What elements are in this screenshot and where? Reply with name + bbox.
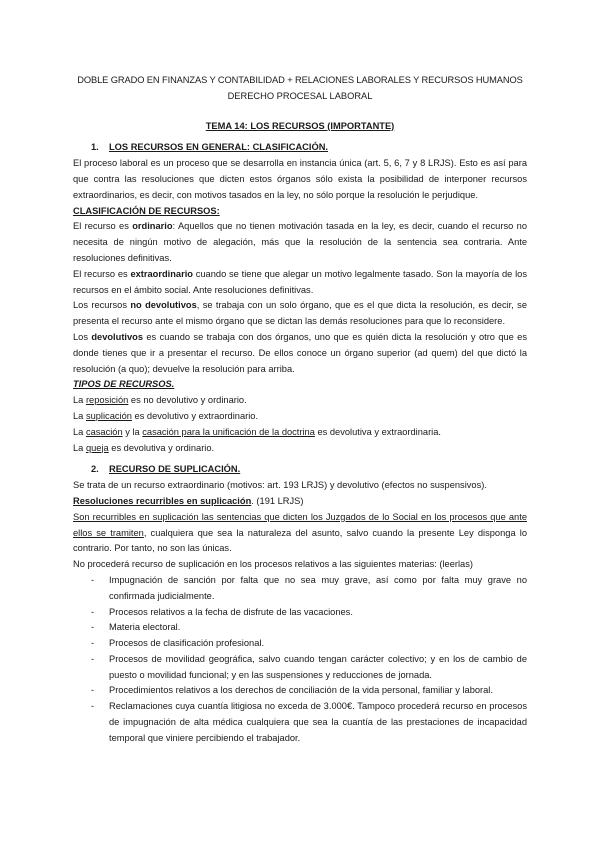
dash-bullet: - — [91, 574, 95, 585]
text-span: Materia electoral. — [109, 622, 181, 633]
tipo-term: reposición — [85, 395, 129, 406]
text-span: y la — [122, 426, 143, 437]
recurribles-underlined: Son recurribles en suplicación las sentencias que dicten los Juzgados de lo Social en los procesos que ante ellos se tramiten — [73, 511, 527, 538]
section1-heading — [73, 140, 527, 156]
section2-number: 2. — [91, 464, 99, 475]
dash-bullet: - — [91, 653, 95, 664]
dash-bullet: - — [91, 606, 95, 617]
section2-intro: Se trata de un recurso extraordinario (motivos: art. 193 LRJS) y devolutivo (efectos no suspensivos). — [73, 480, 487, 491]
text-span: Reclamaciones cuya cuantía litigiosa no exceda de 3.000€. Tampoco procederá recurso en procesos de impugnación de alta médica cualquiera que sea la cuantía de las prestaciones de incapacidad temporal que viniere percibiendo el trabajador. — [109, 701, 527, 743]
term-extraordinario: extraordinario — [130, 268, 193, 279]
text-span: La — [73, 426, 86, 437]
text-span: Los recursos — [73, 300, 131, 311]
text-span: , cualquiera que sea la naturaleza del asunto, salvo cuando la presente Ley disponga lo contrario. Por tanto, no son las únicas. — [73, 527, 527, 554]
section2-heading — [73, 462, 527, 478]
text-span: , se trabaja con un solo órgano, que es el que dicta la resolución, es decir, se presenta el recurso ante el mismo órgano que se dictan las demás resoluciones para que lo reconsidere. — [73, 300, 527, 327]
tipo-term: queja — [85, 442, 109, 453]
text-span: es devolutiva y ordinario. — [108, 442, 215, 453]
list-item — [73, 683, 527, 699]
text-span: La — [73, 395, 86, 406]
dash-bullet: - — [91, 701, 95, 712]
text-span: Procesos relativos a la fecha de disfrute de las vacaciones. — [109, 606, 353, 617]
text-span: Impugnación de sanción por falta que no sea muy grave, así como por falta muy grave no confirmada judicialmente. — [109, 574, 527, 601]
list-item — [73, 573, 527, 605]
para-ordinario — [73, 219, 527, 266]
resoluciones-line — [73, 494, 527, 510]
text-span: La — [73, 442, 86, 453]
text-span: es devolutiva y extraordinaria. — [314, 426, 441, 437]
para-recurribles — [73, 510, 527, 557]
term-devolutivos: devolutivos — [91, 331, 144, 342]
header-degree: DOBLE GRADO EN FINANZAS Y CONTABILIDAD + RELACIONES LABORALES Y RECURSOS HUMANOS — [77, 75, 523, 85]
section1-label: LOS RECURSOS EN GENERAL: CLASIFICACIÓN. — [109, 142, 329, 153]
tipo-queja — [73, 441, 527, 457]
text-span: Procesos de movilidad geográfica, salvo cuando tengan carácter colectivo; y en los de cambio de puesto o movilidad funcional; y en las suspensiones y reducciones de jornada. — [109, 653, 527, 680]
dash-bullet: - — [91, 685, 95, 696]
text-span: es no devolutivo y ordinario. — [128, 395, 247, 406]
text-span: Los — [73, 331, 92, 342]
term-no-devolutivos: no devolutivos — [130, 300, 197, 311]
para-no-devolutivos — [73, 298, 527, 330]
resoluciones-heading: Resoluciones recurribles en suplicación — [73, 495, 252, 506]
list-item — [73, 620, 527, 636]
clasificacion-heading: CLASIFICACIÓN DE RECURSOS: — [73, 205, 220, 216]
para-extraordinario — [73, 267, 527, 299]
text-span: cuando se tiene que alegar un motivo legalmente tasado. Son la mayoría de los recursos en el ámbito social. Ante resoluciones definitivas. — [73, 268, 527, 295]
tipos-heading: TIPOS DE RECURSOS. — [73, 379, 175, 390]
page-title: TEMA 14: LOS RECURSOS (IMPORTANTE) — [205, 120, 395, 131]
text-span: Procedimientos relativos a los derechos de conciliación de la vida personal, familiar y laboral. — [109, 685, 493, 696]
dash-bullet: - — [91, 638, 95, 649]
tipo-term: casación — [85, 426, 123, 437]
header-subject: DERECHO PROCESAL LABORAL — [227, 90, 373, 101]
para-no-procede: No procederá recurso de suplicación en los procesos relativos a las siguientes materias: (leerlas) — [73, 559, 473, 570]
materias-list — [73, 573, 527, 747]
text-span: El recurso es — [73, 268, 131, 279]
dash-bullet: - — [91, 622, 95, 633]
tipo-casacion — [73, 425, 527, 441]
text-span: : Aquellos que no tienen motivación tasada en la ley, es decir, cuando el recurso no necesita de ningún motivo de alegación, más que la resolución de la sentencia sea contraria. Ante resoluciones definitivas. — [73, 221, 527, 263]
text-span: es devolutivo y extraordinario. — [131, 410, 259, 421]
para-devolutivos — [73, 330, 527, 377]
document-content — [73, 73, 527, 747]
section1-number: 1. — [91, 142, 99, 153]
tipo-term: casación para la unificación de la doctrina — [142, 426, 315, 437]
text-span: La — [73, 410, 86, 421]
section1-intro: El proceso laboral es un proceso que se desarrolla en instancia única (art. 5, 6, 7 y 8 LRJS). Esto es así para que contra las resoluciones que dicten estos órganos sólo exista la posibilidad de interponer recursos extraordinarios, es decir, con motivos tasados en la ley, no sólo porque la resolución le perjudique. — [73, 158, 527, 200]
list-item — [73, 652, 527, 684]
text-span: El recurso es — [73, 221, 133, 232]
text-span: es cuando se trabaja con dos órganos, uno que es quién dicta la resolución y otro que es donde tienes que ir a presentar el recurso. De ellos conoce un órgano superior (ad quem) del que dictó la resolución (a quo); devuelve la resolución para arriba. — [73, 331, 528, 374]
tipo-term: suplicación — [85, 410, 132, 421]
text-span: Procesos de clasificación profesional. — [109, 638, 265, 649]
text-span: . (191 LRJS) — [251, 495, 304, 506]
tipo-reposicion — [73, 393, 527, 409]
tipo-suplicacion — [73, 409, 527, 425]
list-item — [73, 636, 527, 652]
list-item — [73, 605, 527, 621]
term-ordinario: ordinario — [132, 221, 173, 232]
section2-label: RECURSO DE SUPLICACIÓN. — [109, 464, 241, 475]
list-item — [73, 699, 527, 746]
